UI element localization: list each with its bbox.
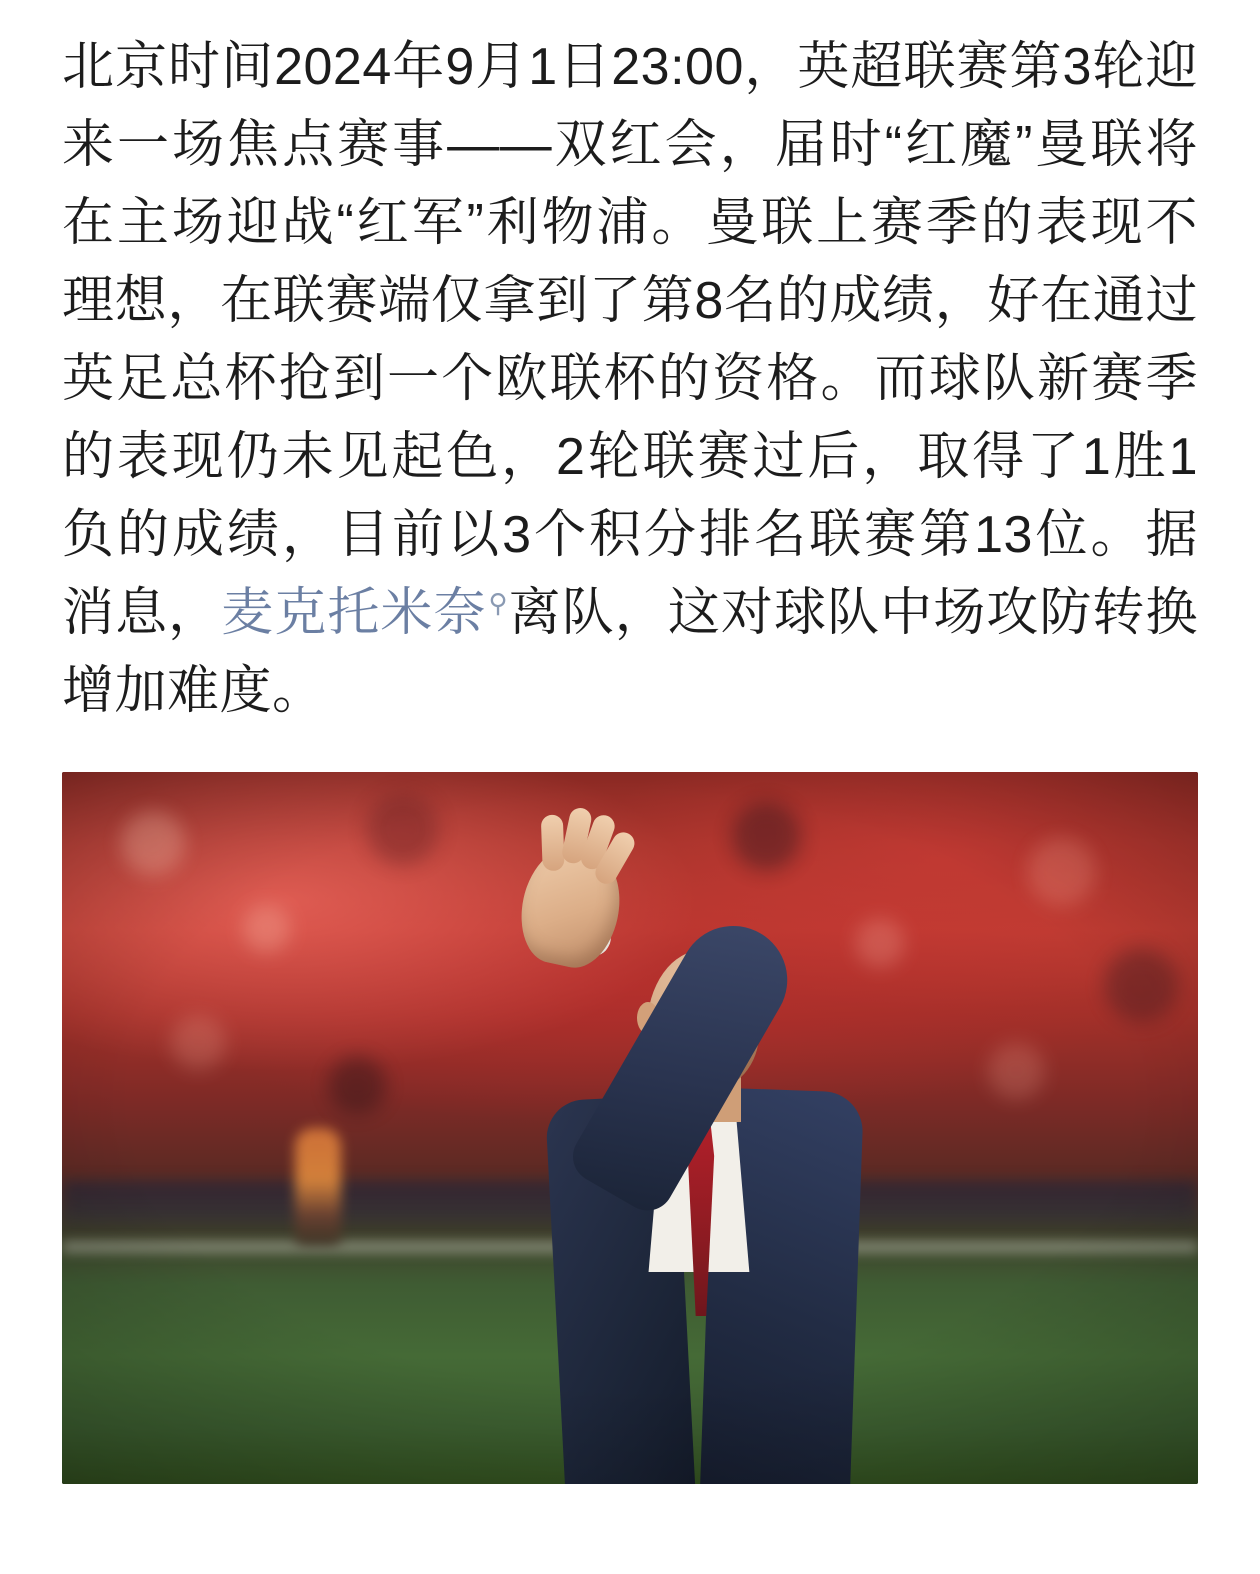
paragraph-text-after-link: 离队，这对球队中场攻防转换增加难度。	[62, 584, 1198, 720]
photo-vignette	[62, 772, 1198, 1484]
article-image	[62, 772, 1198, 1484]
article-body	[0, 0, 1260, 730]
paragraph-text-before-link: 北京时间2024年9月1日23:00，英超联赛第3轮迎来一场焦点赛事——双红会，届时“红魔”曼联将在主场迎战“红军”利物浦。曼联上赛季的表现不理想，在联赛端仅拿到了第8名的成绩，好在通过英足总杯抢到一个欧联杯的资格。而球队新赛季的表现仍未见起色，2轮联赛过后，取得了1胜1负的成绩，目前以3个积分排名联赛第13位。据消息，	[62, 38, 1198, 642]
article-paragraph	[62, 28, 1198, 730]
entity-link-label: 麦克托米奈	[221, 584, 487, 642]
entity-link-mctominay[interactable]	[221, 584, 508, 642]
search-icon[interactable]: ⚲	[488, 587, 509, 618]
